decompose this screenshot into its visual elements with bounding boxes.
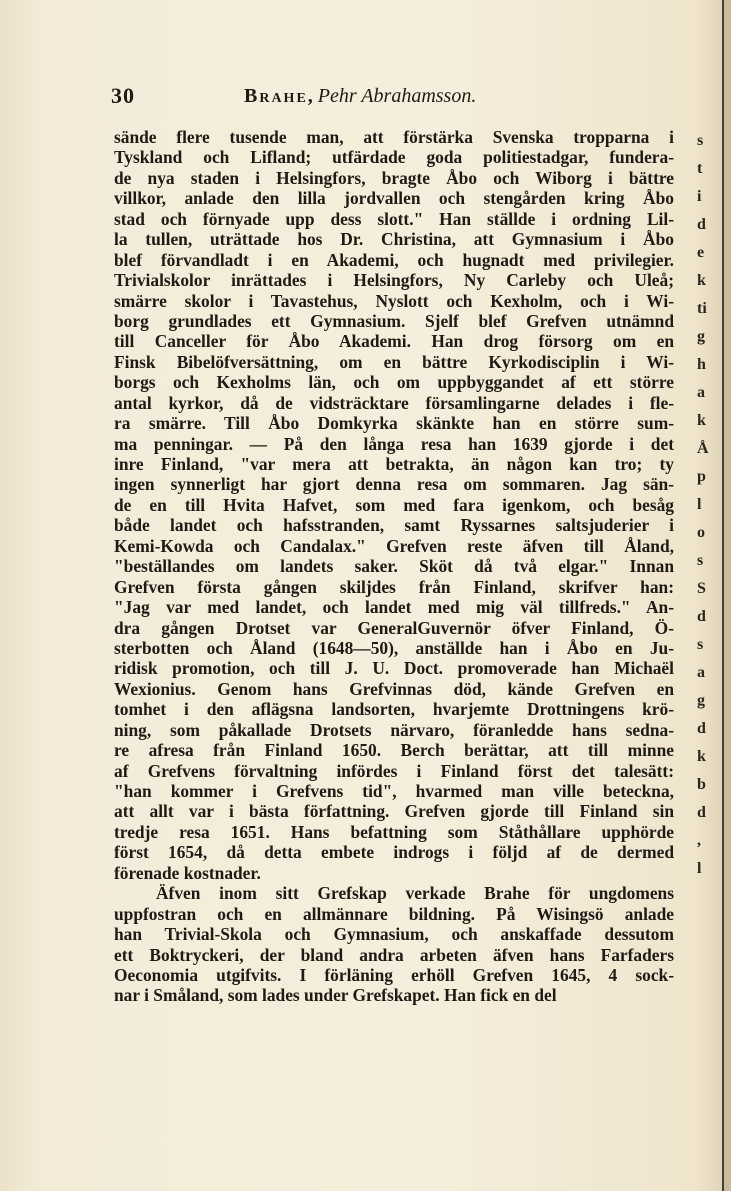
text-line: stad och förnyade upp dess slott." Han ställde i ordning Lil-: [114, 208, 674, 229]
text-line: smärre skolor i Tavastehus, Nyslott och Kexholm, och i Wi-: [114, 290, 674, 311]
text-line: tomhet i den aflägsna landsorten, hvarjemte Drottningens krö-: [114, 699, 674, 720]
text-line: till Canceller för Åbo Akademi. Han drog försorg om en: [114, 331, 674, 352]
text-line: blef förvandladt i en Akademi, och hugnadt med privilegier.: [114, 249, 674, 270]
margin-fragment: d: [697, 804, 706, 821]
margin-fragment: d: [697, 720, 706, 737]
margin-fragment: e: [697, 244, 705, 261]
text-line: att allt var i bästa författning. Grefven gjorde till Finland sin: [114, 801, 674, 822]
text-line: först 1654, då detta embete indrogs i följd af de dermed: [114, 842, 674, 863]
paragraph: [114, 127, 674, 883]
margin-fragment: b: [697, 776, 706, 793]
page-number: 30: [111, 83, 135, 108]
text-line: la tullen, uträttade hos Dr. Christina, att Gymnasium i Åbo: [114, 229, 674, 250]
text-line: Grefven första gången skiljdes från Finland, skrifver han:: [114, 576, 674, 597]
margin-fragment: s: [697, 636, 704, 653]
text-line: han Trivial-Skola och Gymnasium, och anskaffade dessutom: [114, 924, 674, 945]
text-line: borgs och Kexholms län, och om uppbyggandet af ett större: [114, 372, 674, 393]
text-line: "Jag var med landet, och landet med mig väl tillfreds." An-: [114, 597, 674, 618]
text-line: ma penningar. — På den långa resa han 1639 gjorde i det: [114, 433, 674, 454]
text-line: dra gången Drotset var GeneralGuvernör öfver Finland, Ö-: [114, 617, 674, 638]
margin-fragment: ,: [697, 832, 701, 849]
text-line: villkor, anlade den lilla jordvallen och stengården kring Åbo: [114, 188, 674, 209]
text-line: Tyskland och Lifland; utfärdade goda politiestadgar, fundera-: [114, 147, 674, 168]
running-title: [244, 85, 476, 108]
text-line: tredje resa 1651. Hans befattning som Ståthållare upphörde: [114, 821, 674, 842]
text-line: nar i Småland, som lades under Grefskapet. Han fick en del: [114, 985, 557, 1006]
text-line: ett Boktryckeri, der bland andra arbeten äfven hans Farfaders: [114, 944, 674, 965]
text-line: Wexionius. Genom hans Grefvinnas död, kände Grefven en: [114, 678, 674, 699]
text-line: sterbotten och Åland (1648—50), anställde han i Åbo en Ju-: [114, 637, 674, 658]
margin-fragment: a: [697, 384, 705, 401]
margin-fragment: d: [697, 216, 706, 233]
margin-fragment: d: [697, 608, 706, 625]
text-line: Trivialskolor inrättades i Helsingfors, Ny Carleby och Uleå;: [114, 270, 674, 291]
margin-fragment: k: [697, 748, 706, 765]
margin-fragment: h: [697, 356, 706, 373]
text-line: "beställandes om landets saker. Sköt då två elgar." Innan: [114, 556, 674, 577]
text-line: ridisk promotion, och till J. U. Doct. promoverade han Michaël: [114, 658, 674, 679]
text-line: Finsk Bibelöfversättning, om en bättre Kyrkodisciplin i Wi-: [114, 351, 674, 372]
margin-fragment: k: [697, 272, 706, 289]
running-title-given-name: Pehr Abrahamsson.: [317, 85, 477, 107]
text-line: både landet och hafsstranden, samt Ryssarnes saltsjuderier i: [114, 515, 674, 536]
text-line: af Grefvens förvaltning infördes i Finland först det talesätt:: [114, 760, 674, 781]
margin-fragment: s: [697, 552, 704, 569]
margin-fragment: S: [697, 580, 706, 597]
margin-fragment: o: [697, 524, 705, 541]
margin-fragment: Å: [697, 440, 709, 457]
text-line: sände flere tusende man, att förstärka Svenska tropparna i: [114, 127, 674, 147]
text-line: "han kommer i Grefvens tid", hvarmed man ville beteckna,: [114, 781, 674, 801]
text-line: uppfostran och en allmännare bildning. På Wisingsö anlade: [114, 903, 674, 924]
margin-fragment: g: [697, 692, 705, 709]
margin-fragment: s: [697, 132, 704, 149]
running-title-separator: ,: [307, 85, 313, 107]
text-line: re afresa från Finland 1650. Berch berättar, att till minne: [114, 740, 674, 761]
text-line: borg grundlades ett Gymnasium. Sjelf blef Grefven utnämnd: [114, 310, 674, 331]
margin-fragment: k: [697, 412, 706, 429]
text-line: ra smärre. Till Åbo Domkyrka skänkte han en större sum-: [114, 413, 674, 434]
text-line: de nya staden i Helsingfors, bragte Åbo och Wiborg i bättre: [114, 167, 674, 188]
text-line: inre Finland, "var mera att betrakta, än någon kan tro; ty: [114, 454, 674, 474]
text-line: Kemi-Kowda och Candalax." Grefven reste äfven till Åland,: [114, 535, 674, 556]
margin-fragment: g: [697, 328, 705, 345]
text-line: de en till Hvita Hafvet, som med fara igenkom, och besåg: [114, 494, 674, 515]
text-line: Äfven inom sitt Grefskap verkade Brahe för ungdomens: [156, 883, 674, 904]
text-line: ning, som påkallade Drotsets närvaro, föranledde hans sedna-: [114, 719, 674, 740]
margin-fragment: l: [697, 860, 702, 877]
margin-fragment: t: [697, 160, 703, 177]
facing-page-margin-fragments: [697, 127, 717, 883]
text-line: antal kyrkor, då de vidsträcktare församlingarne delades i fle-: [114, 392, 674, 413]
paragraph: [114, 883, 674, 1006]
page-header: [111, 83, 611, 113]
margin-fragment: p: [697, 468, 706, 485]
running-title-name: Brahe: [244, 85, 308, 107]
margin-fragment: i: [697, 188, 702, 205]
facing-page-edge: [724, 0, 731, 1191]
text-line: ingen synnerligt har gjort denna resa om sommaren. Jag sän-: [114, 474, 674, 495]
text-line: förenade kostnader.: [114, 862, 261, 883]
text-line: Oeconomia utgifvits. I förläning erhöll Grefven 1645, 4 sock-: [114, 964, 674, 985]
margin-fragment: ti: [697, 300, 707, 317]
margin-fragment: a: [697, 664, 705, 681]
margin-fragment: l: [697, 496, 702, 513]
body-text: [114, 127, 674, 1006]
